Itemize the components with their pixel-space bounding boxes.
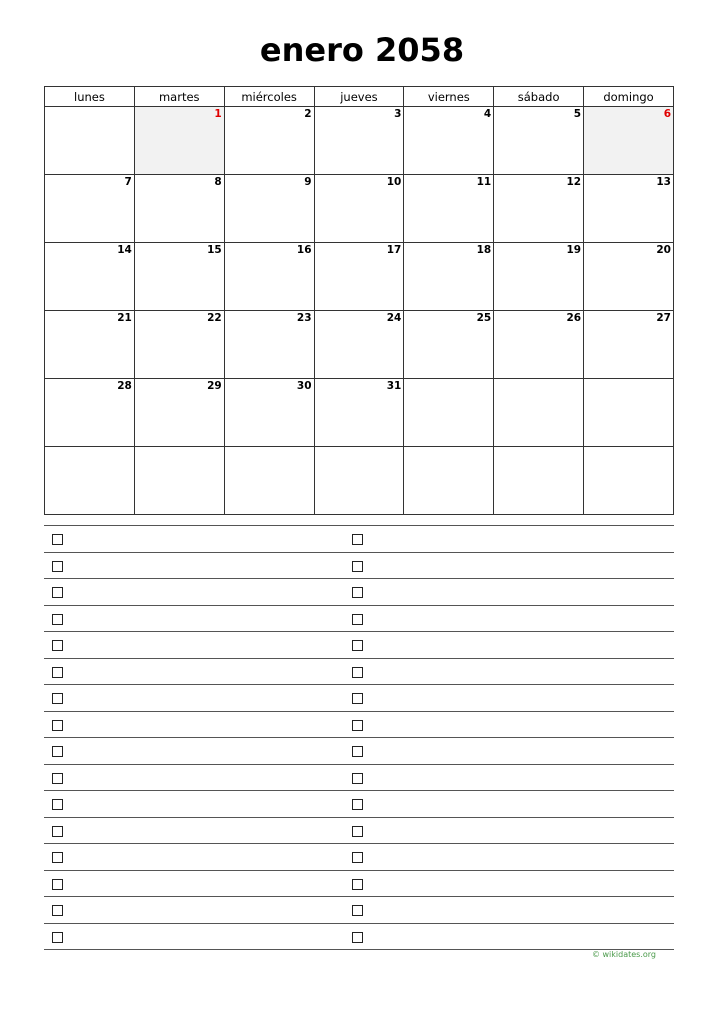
checkbox-right[interactable] bbox=[352, 879, 363, 890]
day-number: 23 bbox=[296, 312, 312, 324]
day-cell[interactable] bbox=[134, 107, 224, 175]
checkbox-right[interactable] bbox=[352, 932, 363, 943]
checklist-row bbox=[44, 579, 674, 606]
checkbox-left[interactable] bbox=[52, 561, 63, 572]
day-number: 20 bbox=[656, 244, 671, 256]
week-row bbox=[45, 447, 674, 515]
checklist-row bbox=[44, 738, 674, 765]
day-cell[interactable] bbox=[224, 107, 314, 175]
day-cell[interactable] bbox=[314, 243, 404, 311]
day-cell[interactable] bbox=[584, 447, 674, 515]
week-row bbox=[45, 175, 674, 243]
day-cell[interactable] bbox=[314, 379, 404, 447]
day-number: 7 bbox=[124, 176, 132, 188]
checkbox-left[interactable] bbox=[52, 826, 63, 837]
checkbox-right[interactable] bbox=[352, 693, 363, 704]
day-cell[interactable] bbox=[584, 311, 674, 379]
day-cell[interactable] bbox=[224, 243, 314, 311]
checklist-row bbox=[44, 659, 674, 686]
checkbox-right[interactable] bbox=[352, 746, 363, 757]
checklist-row bbox=[44, 606, 674, 633]
day-cell[interactable] bbox=[404, 107, 494, 175]
day-cell[interactable] bbox=[45, 107, 135, 175]
day-number: 28 bbox=[117, 380, 132, 392]
day-cell[interactable] bbox=[404, 379, 494, 447]
checklist-row bbox=[44, 632, 674, 659]
checkbox-right[interactable] bbox=[352, 667, 363, 678]
checkbox-left[interactable] bbox=[52, 905, 63, 916]
day-cell[interactable] bbox=[404, 311, 494, 379]
week-row bbox=[45, 243, 674, 311]
day-cell[interactable] bbox=[45, 379, 135, 447]
day-cell[interactable] bbox=[314, 311, 404, 379]
day-number: 4 bbox=[483, 108, 492, 120]
day-number: 24 bbox=[386, 312, 402, 324]
day-cell[interactable] bbox=[494, 243, 584, 311]
day-cell[interactable] bbox=[224, 175, 314, 243]
checklist-row bbox=[44, 765, 674, 792]
month-calendar-grid bbox=[44, 86, 674, 515]
weekday-header-sunday: domingo bbox=[584, 87, 674, 107]
checkbox-right[interactable] bbox=[352, 773, 363, 784]
checkbox-left[interactable] bbox=[52, 587, 63, 598]
day-cell[interactable] bbox=[224, 379, 314, 447]
checkbox-left[interactable] bbox=[52, 852, 63, 863]
checklist-row bbox=[44, 526, 674, 553]
day-cell[interactable] bbox=[45, 243, 135, 311]
day-number: 17 bbox=[386, 244, 402, 256]
checkbox-right[interactable] bbox=[352, 852, 363, 863]
weekday-header-friday: viernes bbox=[404, 87, 494, 107]
checklist-row bbox=[44, 712, 674, 739]
credit-text: © wikidates.org bbox=[591, 950, 656, 959]
day-cell[interactable] bbox=[45, 447, 135, 515]
checkbox-right[interactable] bbox=[352, 561, 363, 572]
checkbox-right[interactable] bbox=[352, 587, 363, 598]
checkbox-left[interactable] bbox=[52, 614, 63, 625]
day-cell[interactable] bbox=[224, 447, 314, 515]
checkbox-left[interactable] bbox=[52, 879, 63, 890]
day-number: 27 bbox=[656, 312, 671, 324]
day-number: 25 bbox=[476, 312, 492, 324]
day-cell[interactable] bbox=[404, 447, 494, 515]
day-cell[interactable] bbox=[404, 175, 494, 243]
checkbox-left[interactable] bbox=[52, 667, 63, 678]
checklist-row bbox=[44, 685, 674, 712]
day-cell[interactable] bbox=[314, 175, 404, 243]
checkbox-left[interactable] bbox=[52, 799, 63, 810]
day-cell[interactable] bbox=[494, 107, 584, 175]
day-cell[interactable] bbox=[224, 311, 314, 379]
day-number: 30 bbox=[296, 380, 312, 392]
weekday-header-monday: lunes bbox=[45, 87, 135, 107]
weekday-header-row bbox=[45, 87, 674, 107]
checkbox-left[interactable] bbox=[52, 693, 63, 704]
calendar-title: enero 2058 bbox=[259, 31, 465, 69]
day-cell[interactable] bbox=[45, 175, 135, 243]
day-cell[interactable] bbox=[584, 175, 674, 243]
calendar-weeks bbox=[45, 107, 674, 515]
day-cell[interactable] bbox=[314, 107, 404, 175]
day-number: 16 bbox=[296, 244, 312, 256]
weekday-header-tuesday: martes bbox=[134, 87, 224, 107]
day-cell[interactable] bbox=[494, 379, 584, 447]
day-cell[interactable] bbox=[584, 379, 674, 447]
weekday-header-wednesday: miércoles bbox=[224, 87, 314, 107]
day-number: 14 bbox=[117, 244, 132, 256]
day-cell[interactable] bbox=[134, 379, 224, 447]
checkbox-right[interactable] bbox=[352, 614, 363, 625]
checklist bbox=[44, 525, 674, 950]
day-number: 11 bbox=[476, 176, 492, 188]
checkbox-left[interactable] bbox=[52, 746, 63, 757]
checkbox-left[interactable] bbox=[52, 720, 63, 731]
day-number: 31 bbox=[386, 380, 402, 392]
day-number: 22 bbox=[207, 312, 222, 324]
week-row bbox=[45, 311, 674, 379]
checkbox-right[interactable] bbox=[352, 534, 363, 545]
checkbox-right[interactable] bbox=[352, 826, 363, 837]
day-number: 13 bbox=[656, 176, 671, 188]
day-cell[interactable] bbox=[45, 311, 135, 379]
day-cell[interactable] bbox=[134, 311, 224, 379]
day-cell[interactable] bbox=[494, 311, 584, 379]
day-number: 3 bbox=[394, 108, 402, 120]
day-cell[interactable] bbox=[584, 107, 674, 175]
day-number: 1 bbox=[214, 108, 222, 120]
checkbox-right[interactable] bbox=[352, 640, 363, 651]
week-row bbox=[45, 379, 674, 447]
day-cell[interactable] bbox=[404, 243, 494, 311]
checkbox-left[interactable] bbox=[52, 534, 63, 545]
checkbox-left[interactable] bbox=[52, 640, 63, 651]
day-cell[interactable] bbox=[134, 243, 224, 311]
day-number: 12 bbox=[566, 176, 582, 188]
day-cell[interactable] bbox=[494, 447, 584, 515]
day-cell[interactable] bbox=[134, 447, 224, 515]
checklist-row bbox=[44, 844, 674, 871]
weekday-header-saturday: sábado bbox=[494, 87, 584, 107]
day-number: 8 bbox=[214, 176, 222, 188]
day-cell[interactable] bbox=[134, 175, 224, 243]
checkbox-right[interactable] bbox=[352, 905, 363, 916]
day-number: 2 bbox=[304, 108, 312, 120]
day-cell[interactable] bbox=[314, 447, 404, 515]
day-number: 26 bbox=[566, 312, 582, 324]
checkbox-right[interactable] bbox=[352, 720, 363, 731]
weekday-header-thursday: jueves bbox=[314, 87, 404, 107]
week-row bbox=[45, 107, 674, 175]
day-number: 5 bbox=[573, 108, 582, 120]
day-number: 29 bbox=[207, 380, 222, 392]
checklist-row bbox=[44, 897, 674, 924]
checklist-row bbox=[44, 871, 674, 898]
checklist-row bbox=[44, 818, 674, 845]
checklist-row bbox=[44, 924, 674, 951]
checkbox-left[interactable] bbox=[52, 773, 63, 784]
day-number: 21 bbox=[117, 312, 132, 324]
day-cell[interactable] bbox=[584, 243, 674, 311]
day-number: 19 bbox=[566, 244, 582, 256]
day-number: 10 bbox=[386, 176, 402, 188]
day-number: 15 bbox=[207, 244, 222, 256]
day-number: 9 bbox=[304, 176, 312, 188]
day-number: 18 bbox=[476, 244, 492, 256]
checkbox-left[interactable] bbox=[52, 932, 63, 943]
day-cell[interactable] bbox=[494, 175, 584, 243]
day-number: 6 bbox=[663, 108, 671, 120]
checklist-row bbox=[44, 791, 674, 818]
checkbox-right[interactable] bbox=[352, 799, 363, 810]
checklist-row bbox=[44, 553, 674, 580]
